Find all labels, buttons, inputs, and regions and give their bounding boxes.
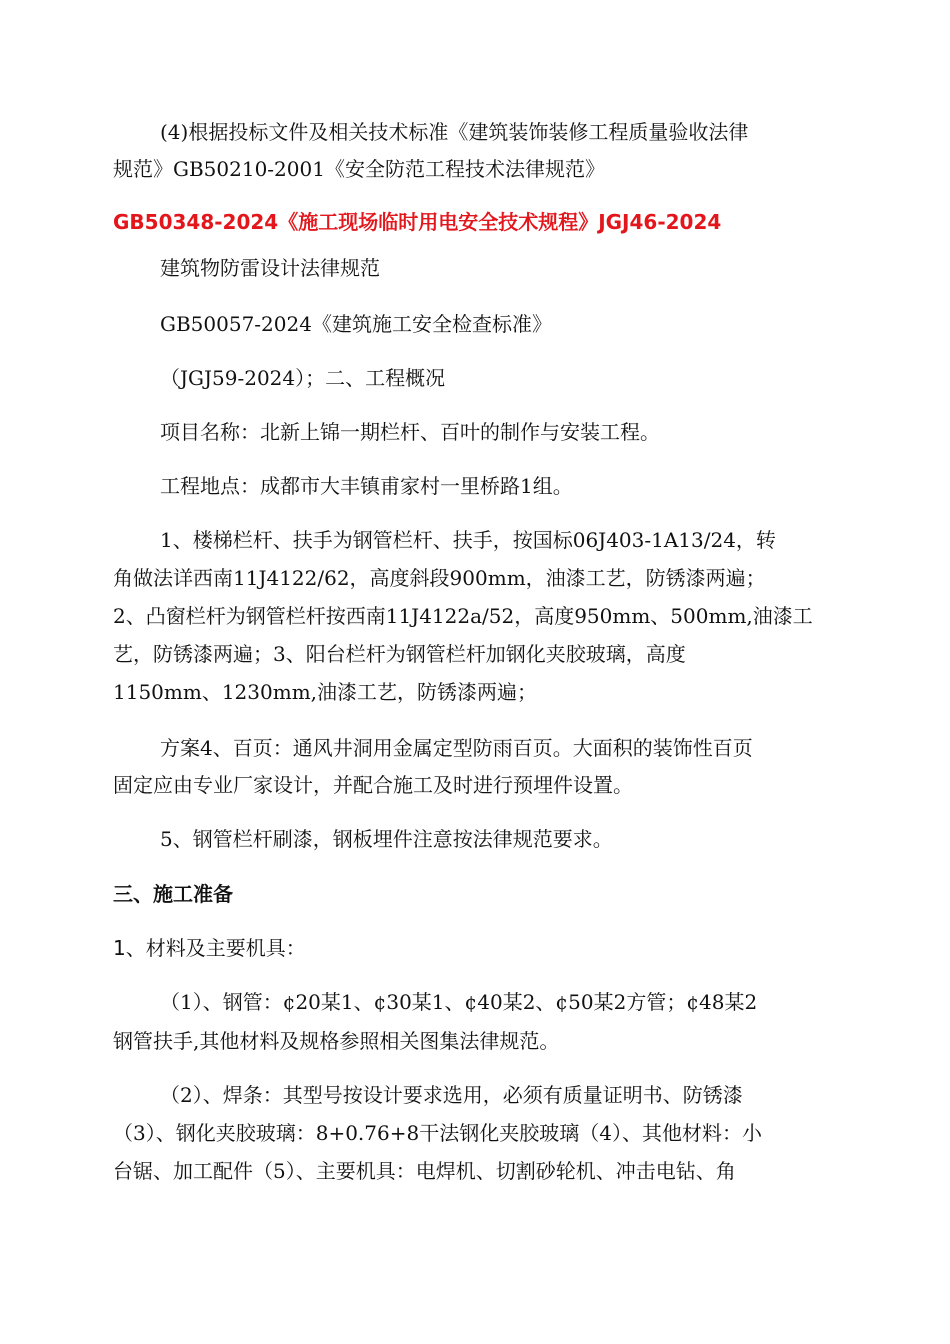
text-line: 1、材料及主要机具： [113, 936, 306, 960]
text-line: 台锯、加工配件（5）、主要机具：电焊机、切割砂轮机、冲击电钻、角 [113, 1159, 736, 1183]
text-line: 5、钢管栏杆刷漆，钢板埋件注意按法律规范要求。 [160, 827, 613, 851]
text-line: 钢管扶手,其他材料及规格参照相关图集法律规范。 [113, 1029, 560, 1053]
text-line: （JGJ59-2024）；二、工程概况 [160, 366, 446, 390]
text-line: （3）、钢化夹胶玻璃：8+0.76+8干法钢化夹胶玻璃（4）、其他材料：小 [113, 1121, 762, 1145]
text-line: GB50057-2024《建筑施工安全检查标准》 [160, 312, 552, 336]
text-line: 方案4、百页：通风井洞用金属定型防雨百页。大面积的装饰性百页 [160, 736, 753, 760]
text-line: 2、凸窗栏杆为钢管栏杆按西南11J4122a/52，高度950mm、500mm,油漆工 [113, 604, 813, 628]
text-line: 角做法详西南11J4122/62，高度斜段900mm，油漆工艺，防锈漆两遍； [113, 566, 766, 590]
text-line: 1150mm、1230mm,油漆工艺，防锈漆两遍； [113, 680, 538, 704]
text-line: （2）、焊条：其型号按设计要求选用，必须有质量证明书、防锈漆 [160, 1083, 743, 1107]
text-line: 固定应由专业厂家设计，并配合施工及时进行预埋件设置。 [113, 773, 633, 797]
text-line: 艺，防锈漆两遍；3、阳台栏杆为钢管栏杆加钢化夹胶玻璃，高度 [113, 642, 686, 666]
text-line: 工程地点：成都市大丰镇甫家村一里桥路1组。 [160, 474, 573, 498]
text-line: 项目名称：北新上锦一期栏杆、百叶的制作与安装工程。 [160, 420, 660, 444]
highlighted-standard-line: GB50348-2024《施工现场临时用电安全技术规程》JGJ46-2024 [113, 210, 722, 234]
text-line: (4)根据投标文件及相关技术标准《建筑装饰装修工程质量验收法律 [160, 120, 749, 144]
section-heading: 三、施工准备 [113, 882, 233, 906]
text-line: （1）、钢管：¢20某1、¢30某1、¢40某2、¢50某2方管；¢48某2 [160, 990, 758, 1014]
text-line: 1、楼梯栏杆、扶手为钢管栏杆、扶手，按国标06J403-1A13/24，转 [160, 528, 776, 552]
text-line: 规范》GB50210-2001《安全防范工程技术法律规范》 [113, 157, 605, 181]
text-line: 建筑物防雷设计法律规范 [160, 256, 380, 280]
